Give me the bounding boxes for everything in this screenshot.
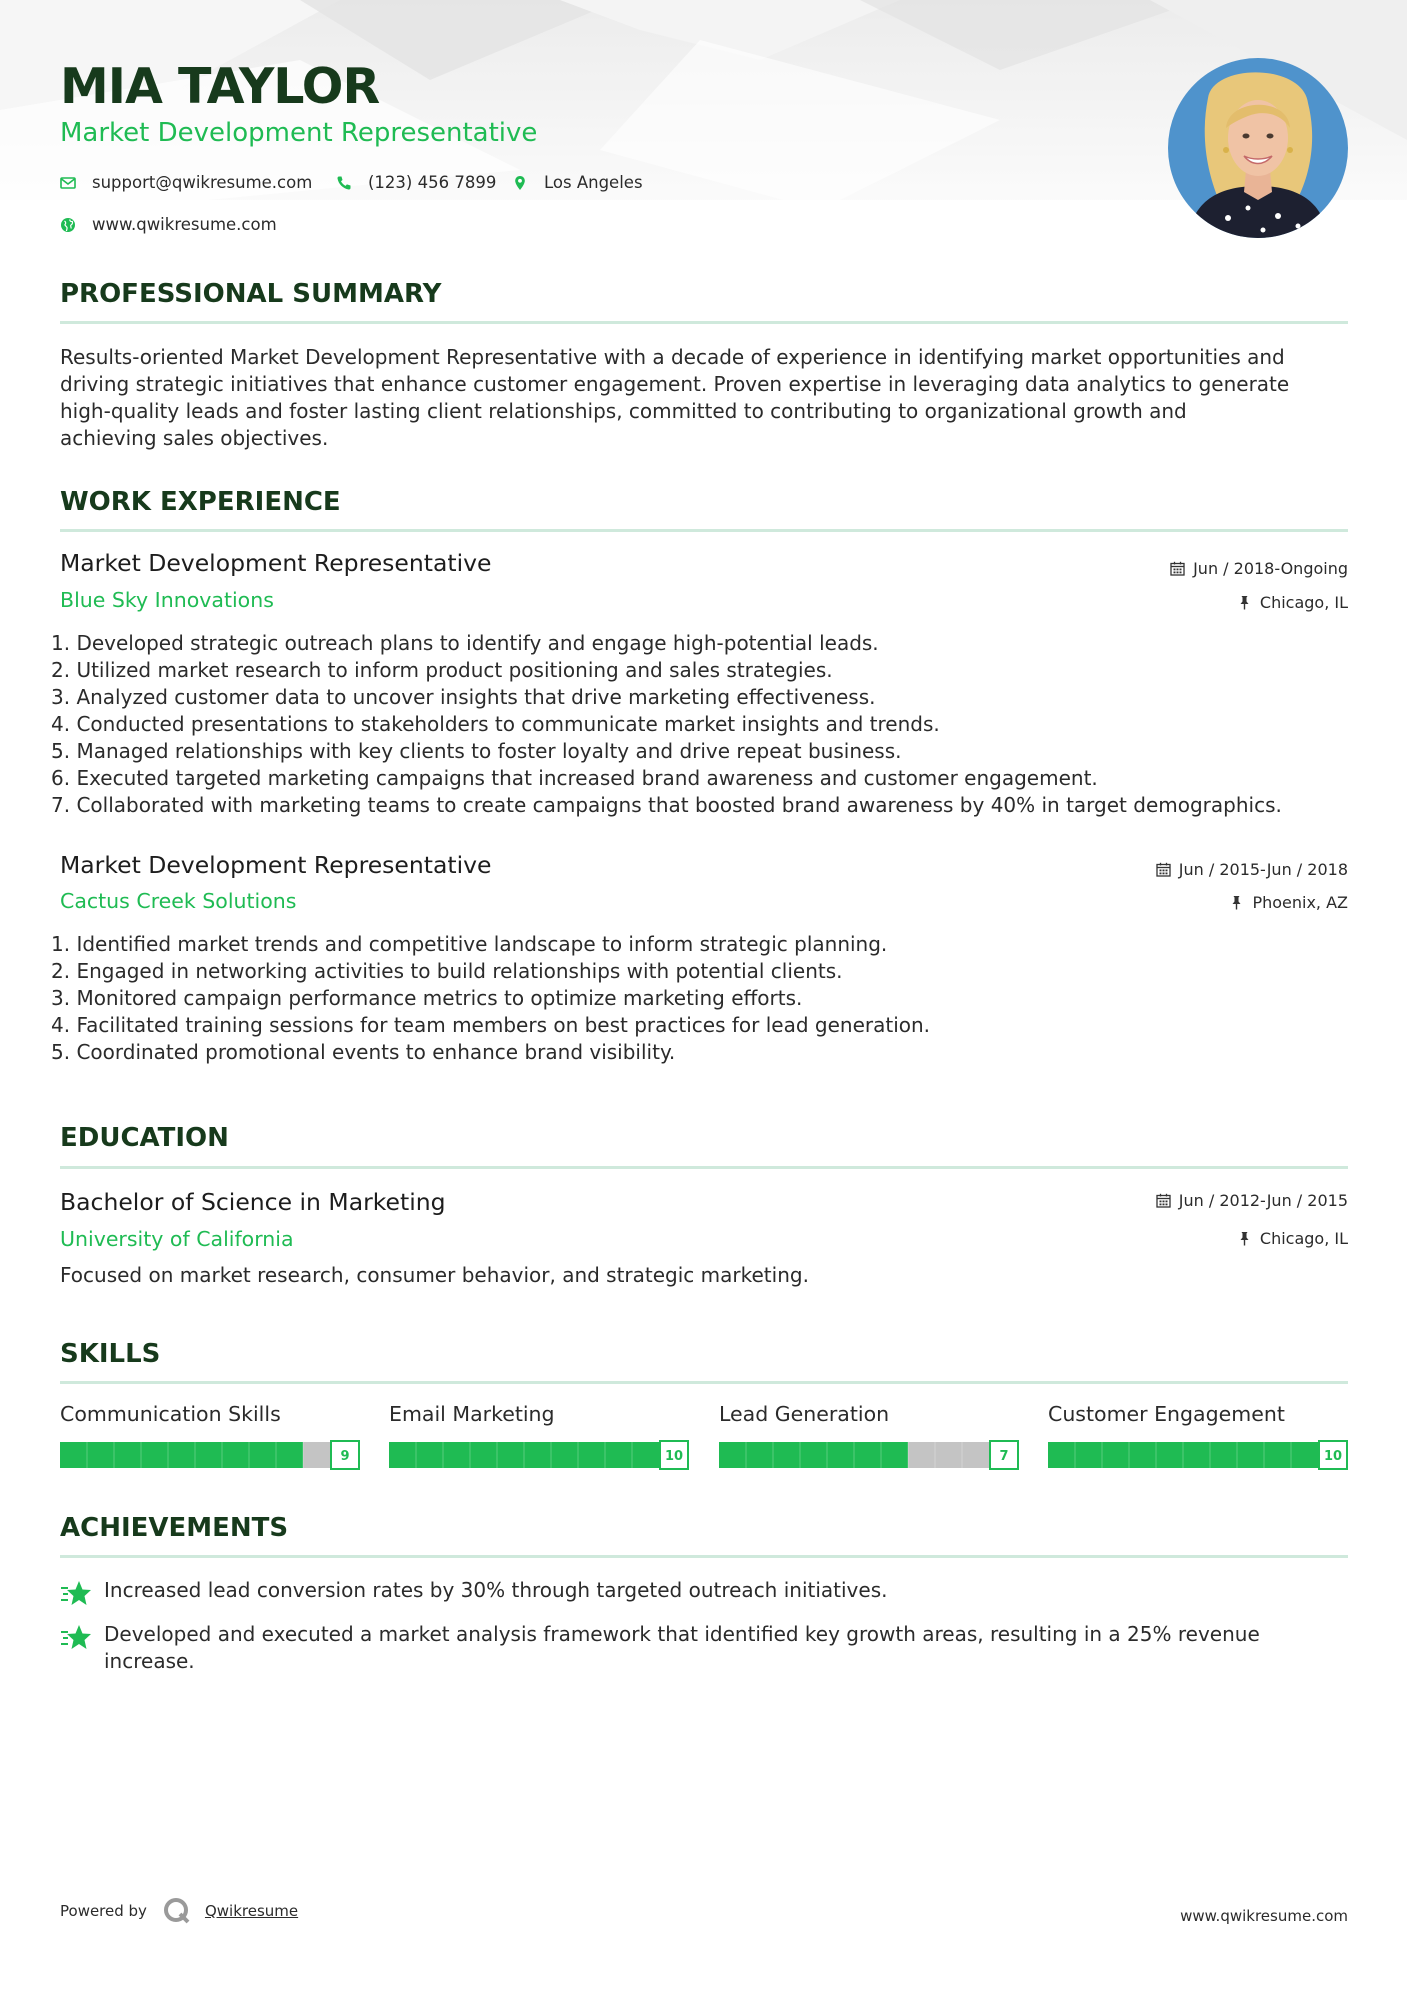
achievement-line: Developed and executed a market analysis framework that identified key growth areas, resulting in a 25% revenue [104,1622,1260,1646]
powered-by-text: Powered by [60,1902,147,1920]
summary-line: driving strategic initiatives that enhance customer engagement. Proven expertise in leveraging data analytics to generate [60,372,1290,396]
location-text: Los Angeles [544,173,643,192]
list-item: 6. Executed targeted marketing campaigns that increased brand awareness and customer engagement. [51,766,1098,790]
education-degree: Bachelor of Science in Marketing [60,1188,446,1216]
map-pin-icon [512,175,528,191]
list-item: 2. Utilized market research to inform product positioning and sales strategies. [51,658,833,682]
footer-powered-by [60,1897,298,1925]
job-1-dates [1170,559,1348,578]
experience-divider [60,529,1348,532]
job-2-title: Market Development Representative [60,851,492,879]
education-school: University of California [60,1227,294,1251]
candidate-name: MIA TAYLOR [60,58,380,115]
contact-phone[interactable] [336,173,496,192]
job-1-location-text: Chicago, IL [1259,593,1348,612]
education-dates-text: Jun / 2012-Jun / 2015 [1178,1191,1348,1210]
job-1-title: Market Development Representative [60,549,492,577]
list-item: 2. Engaged in networking activities to build relationships with potential clients. [51,959,843,983]
skill-bar-fill [60,1442,303,1468]
summary-line: achieving sales objectives. [60,426,329,450]
job-1-bullets [51,630,1282,819]
pushpin-icon [1237,595,1252,610]
list-item: 3. Analyzed customer data to uncover insights that drive marketing effectiveness. [51,685,876,709]
footer-website[interactable]: www.qwikresume.com [1180,1907,1348,1925]
summary-line: high-quality leads and foster lasting client relationships, committed to contributing to organizational growth and [60,399,1187,423]
achievement-line: increase. [104,1649,195,1673]
contact-location [512,173,643,192]
skill-bar-fill [719,1442,908,1468]
job-2-company: Cactus Creek Solutions [60,889,297,913]
list-item: 3. Monitored campaign performance metrics to optimize marketing efforts. [51,986,803,1010]
education-description: Focused on market research, consumer behavior, and strategic marketing. [60,1263,809,1287]
achievement-line: Increased lead conversion rates by 30% through targeted outreach initiatives. [104,1578,888,1602]
skill-label: Lead Generation [719,1402,890,1426]
summary-line: Results-oriented Market Development Representative with a decade of experience in identifying market opportunities and [60,345,1285,369]
list-item: 1. Developed strategic outreach plans to identify and engage high-potential leads. [51,631,879,655]
list-item: 4. Conducted presentations to stakeholders to communicate market insights and trends. [51,712,940,736]
phone-text: (123) 456 7899 [368,173,497,192]
summary-divider [60,321,1348,324]
envelope-icon [60,175,76,191]
skills-divider [60,1381,1348,1384]
education-divider [60,1166,1348,1169]
qwikresume-logo-icon [163,1897,191,1925]
experience-heading: WORK EXPERIENCE [60,487,341,517]
education-location [1237,1229,1348,1248]
list-item: 5. Coordinated promotional events to enhance brand visibility. [51,1040,676,1064]
achievements-heading: ACHIEVEMENTS [60,1513,289,1543]
pushpin-icon [1237,1231,1252,1246]
phone-icon [336,175,352,191]
job-2-dates-text: Jun / 2015-Jun / 2018 [1178,860,1348,879]
summary-heading: PROFESSIONAL SUMMARY [60,279,442,309]
calendar-icon [1156,862,1171,877]
skill-bar [1048,1440,1348,1470]
contact-website[interactable] [60,215,277,234]
profile-photo [1168,58,1348,238]
list-item: 5. Managed relationships with key clients to foster loyalty and drive repeat business. [51,739,902,763]
job-1-location [1237,593,1348,612]
achievement-item [60,1577,1350,1604]
job-2-location-text: Phoenix, AZ [1252,893,1348,912]
skill-bar [719,1440,1019,1470]
list-item: 4. Facilitated training sessions for team members on best practices for lead generation. [51,1013,931,1037]
job-2-dates [1156,860,1348,879]
skill-level-value: 10 [664,1449,684,1464]
website-text: www.qwikresume.com [92,215,277,234]
skill-label: Communication Skills [60,1402,281,1426]
job-1-company: Blue Sky Innovations [60,588,274,612]
contact-email[interactable] [60,173,312,192]
qwikresume-link[interactable]: Qwikresume [204,1902,299,1920]
list-item: 1. Identified market trends and competitive landscape to inform strategic planning. [51,932,888,956]
achievements-divider [60,1555,1348,1558]
list-item: 7. Collaborated with marketing teams to create campaigns that boosted brand awareness by 40% in target demographics. [51,793,1282,817]
skill-level-value: 7 [999,1449,1009,1464]
job-2-bullets [51,931,930,1066]
skill-label: Customer Engagement [1048,1402,1285,1426]
skills-heading: SKILLS [60,1339,161,1369]
skill-bar [60,1440,360,1470]
star-icon [60,1623,92,1653]
education-dates [1156,1191,1348,1210]
job-1-dates-text: Jun / 2018-Ongoing [1193,559,1348,578]
education-heading: EDUCATION [60,1123,229,1153]
star-icon [60,1579,92,1609]
summary-text [60,344,1350,452]
education-location-text: Chicago, IL [1259,1229,1348,1248]
email-text: support@qwikresume.com [92,173,313,192]
calendar-icon [1170,561,1185,576]
skill-level-value: 10 [1323,1449,1343,1464]
pushpin-icon [1229,895,1244,910]
candidate-title: Market Development Representative [60,118,538,148]
calendar-icon [1156,1193,1171,1208]
skill-bar [389,1440,689,1470]
job-2-location [1229,893,1348,912]
skill-label: Email Marketing [389,1402,555,1426]
achievement-item [60,1621,1350,1675]
skill-level-value: 9 [340,1449,350,1464]
globe-icon [60,217,76,233]
